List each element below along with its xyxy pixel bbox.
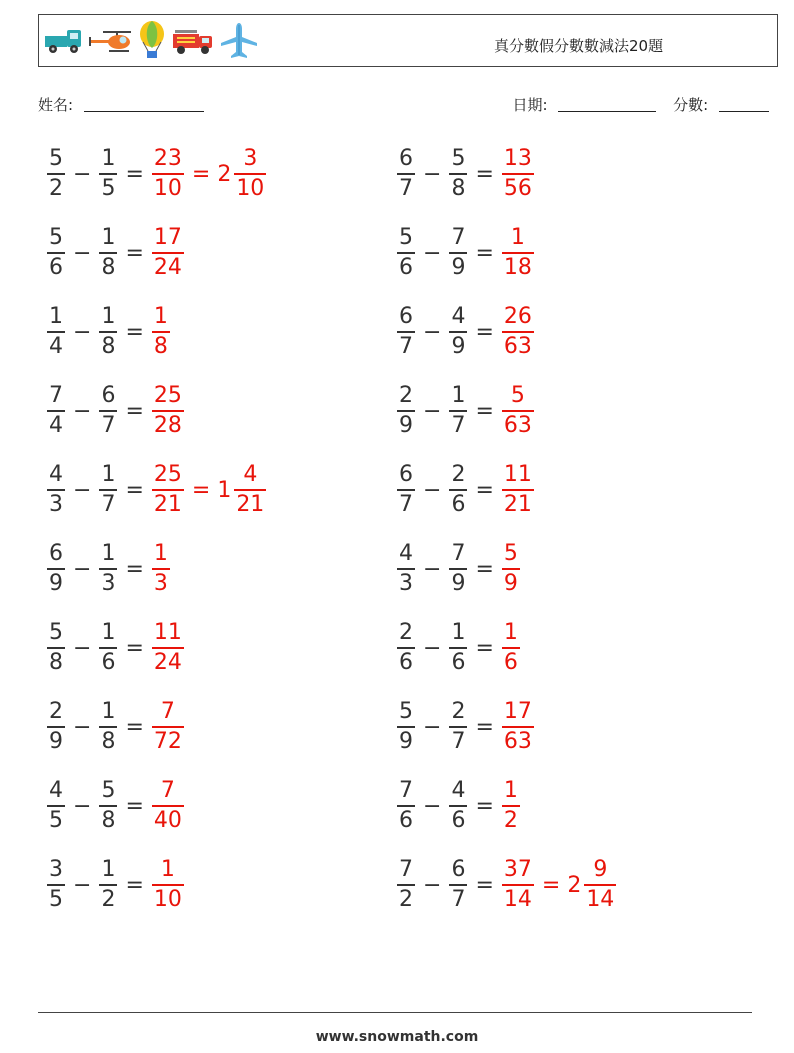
numerator: 11 — [153, 620, 182, 646]
minus-sign: − — [73, 793, 92, 819]
answer-fraction — [502, 385, 534, 437]
second-fraction — [99, 385, 117, 437]
denominator: 6 — [101, 649, 116, 675]
numerator: 1 — [101, 304, 116, 330]
denominator: 7 — [399, 491, 413, 517]
second-fraction — [449, 306, 467, 358]
numerator: 1 — [153, 304, 168, 330]
numerator: 4 — [451, 304, 466, 330]
denominator: 9 — [49, 570, 63, 596]
first-fraction — [47, 227, 65, 279]
answer-fraction — [152, 385, 184, 437]
answer — [499, 859, 619, 911]
minus-sign: − — [423, 319, 442, 345]
numerator: 7 — [451, 225, 466, 251]
second-fraction — [449, 464, 467, 516]
denominator: 7 — [451, 886, 466, 912]
denominator: 63 — [503, 728, 532, 754]
answer — [499, 543, 523, 595]
denominator: 6 — [451, 491, 466, 517]
denominator: 7 — [399, 175, 413, 201]
denominator: 9 — [49, 728, 63, 754]
denominator: 9 — [399, 728, 413, 754]
equals-sign: = — [475, 319, 494, 345]
denominator: 6 — [399, 807, 413, 833]
numerator: 13 — [503, 146, 532, 172]
denominator: 9 — [503, 570, 518, 596]
answer-fraction — [152, 148, 184, 200]
denominator: 8 — [49, 649, 63, 675]
denominator: 10 — [153, 175, 182, 201]
denominator: 6 — [49, 254, 63, 280]
problem-row — [44, 380, 187, 442]
second-fraction — [449, 622, 467, 674]
equals-sign: = — [475, 398, 494, 424]
numerator: 1 — [101, 225, 116, 251]
denominator: 2 — [101, 886, 116, 912]
equals-sign: = — [475, 635, 494, 661]
answer — [499, 227, 537, 279]
numerator: 4 — [451, 778, 466, 804]
answer — [499, 306, 537, 358]
mixed-whole: 2 — [217, 161, 232, 187]
denominator: 6 — [399, 649, 413, 675]
denominator: 4 — [49, 333, 63, 359]
second-fraction — [449, 385, 467, 437]
denominator: 9 — [451, 254, 466, 280]
header-icons — [43, 20, 259, 62]
second-fraction — [99, 701, 117, 753]
denominator: 3 — [153, 570, 168, 596]
problem-row — [394, 222, 537, 284]
numerator: 1 — [451, 620, 466, 646]
problem-row — [394, 854, 619, 916]
problem-row — [394, 143, 537, 205]
numerator: 5 — [399, 225, 413, 251]
denominator: 6 — [399, 254, 413, 280]
numerator: 1 — [101, 146, 116, 172]
problem-row — [44, 222, 187, 284]
equals-sign: = — [125, 398, 144, 424]
equals-sign: = — [125, 714, 144, 740]
answer-fraction — [152, 622, 184, 674]
minus-sign: − — [423, 714, 442, 740]
date-score-fields — [513, 94, 769, 115]
minus-sign: − — [423, 872, 442, 898]
second-fraction — [99, 148, 117, 200]
helicopter-icon — [89, 27, 133, 55]
denominator: 7 — [451, 412, 466, 438]
numerator: 11 — [503, 462, 532, 488]
numerator: 9 — [593, 857, 608, 883]
first-fraction — [397, 701, 415, 753]
first-fraction — [47, 464, 65, 516]
denominator: 2 — [399, 886, 413, 912]
numerator: 3 — [243, 146, 258, 172]
answer — [499, 385, 537, 437]
mixed-fraction — [584, 859, 616, 911]
numerator: 6 — [451, 857, 466, 883]
answer-fraction — [502, 701, 534, 753]
denominator: 63 — [503, 412, 532, 438]
denominator: 72 — [153, 728, 182, 754]
problem-row — [394, 696, 537, 758]
problem-row — [44, 696, 187, 758]
first-fraction — [397, 859, 415, 911]
denominator: 9 — [399, 412, 413, 438]
equals-sign: = — [125, 319, 144, 345]
denominator: 24 — [153, 649, 182, 675]
answer-fraction — [502, 227, 534, 279]
date-label: 日期: — [512, 96, 548, 114]
second-fraction — [99, 543, 117, 595]
problem-row — [394, 380, 537, 442]
denominator: 8 — [101, 254, 116, 280]
minus-sign: − — [423, 477, 442, 503]
denominator: 9 — [451, 570, 466, 596]
minus-sign: − — [423, 556, 442, 582]
numerator: 7 — [451, 541, 466, 567]
denominator: 8 — [451, 175, 466, 201]
answer-equals-sign: = — [191, 477, 211, 503]
numerator: 1 — [160, 857, 175, 883]
minus-sign: − — [73, 714, 92, 740]
numerator: 5 — [510, 383, 525, 409]
numerator: 1 — [101, 620, 116, 646]
name-label: 姓名: — [38, 96, 74, 114]
first-fraction — [397, 622, 415, 674]
second-fraction — [449, 543, 467, 595]
numerator: 17 — [503, 699, 532, 725]
denominator: 3 — [49, 491, 63, 517]
equals-sign: = — [475, 872, 494, 898]
first-fraction — [397, 306, 415, 358]
equals-sign: = — [125, 161, 144, 187]
second-fraction — [449, 859, 467, 911]
first-fraction — [47, 780, 65, 832]
answer-fraction — [502, 859, 534, 911]
denominator: 18 — [503, 254, 532, 280]
answer — [149, 780, 187, 832]
denominator: 9 — [451, 333, 466, 359]
minus-sign: − — [423, 635, 442, 661]
worksheet-header — [38, 14, 778, 67]
denominator: 5 — [49, 807, 63, 833]
denominator: 14 — [503, 886, 532, 912]
problem-row — [394, 617, 523, 679]
second-fraction — [449, 148, 467, 200]
numerator: 4 — [49, 778, 63, 804]
denominator: 7 — [399, 333, 413, 359]
answer-fraction — [502, 464, 534, 516]
first-fraction — [397, 543, 415, 595]
numerator: 25 — [153, 383, 182, 409]
first-fraction — [397, 148, 415, 200]
denominator: 8 — [101, 333, 116, 359]
numerator: 2 — [49, 699, 63, 725]
denominator: 7 — [451, 728, 466, 754]
answer-fraction — [152, 701, 184, 753]
numerator: 6 — [399, 462, 413, 488]
numerator: 17 — [153, 225, 182, 251]
answer-fraction — [502, 780, 520, 832]
first-fraction — [397, 464, 415, 516]
numerator: 1 — [451, 383, 466, 409]
problem-row — [394, 301, 537, 363]
answer — [499, 780, 523, 832]
problem-row — [44, 538, 173, 600]
numerator: 7 — [160, 778, 175, 804]
second-fraction — [99, 464, 117, 516]
numerator: 5 — [49, 225, 63, 251]
numerator: 1 — [510, 225, 525, 251]
mixed-whole: 2 — [567, 872, 582, 898]
numerator: 1 — [101, 541, 116, 567]
denominator: 10 — [236, 175, 265, 201]
first-fraction — [47, 148, 65, 200]
denominator: 5 — [101, 175, 116, 201]
answer — [149, 148, 269, 200]
answer — [499, 622, 523, 674]
footer-divider — [38, 1012, 752, 1013]
first-fraction — [397, 227, 415, 279]
numerator: 5 — [399, 699, 413, 725]
denominator: 6 — [503, 649, 518, 675]
numerator: 1 — [101, 857, 116, 883]
numerator: 3 — [49, 857, 63, 883]
airplane-icon — [219, 21, 259, 61]
minus-sign: − — [73, 161, 92, 187]
answer — [149, 543, 173, 595]
answer-equals-sign: = — [541, 872, 561, 898]
numerator: 4 — [399, 541, 413, 567]
numerator: 6 — [101, 383, 116, 409]
equals-sign: = — [475, 793, 494, 819]
answer — [149, 385, 187, 437]
first-fraction — [47, 543, 65, 595]
first-fraction — [397, 780, 415, 832]
problem-row — [44, 617, 187, 679]
denominator: 5 — [49, 886, 63, 912]
denominator: 8 — [101, 807, 116, 833]
answer — [499, 701, 537, 753]
equals-sign: = — [475, 477, 494, 503]
numerator: 2 — [399, 383, 413, 409]
score-blank[interactable] — [719, 97, 769, 112]
second-fraction — [99, 780, 117, 832]
answer-equals-sign: = — [191, 161, 211, 187]
denominator: 2 — [49, 175, 63, 201]
numerator: 7 — [399, 857, 413, 883]
mixed-fraction — [234, 148, 266, 200]
answer-fraction — [152, 227, 184, 279]
denominator: 6 — [451, 649, 466, 675]
minus-sign: − — [73, 477, 92, 503]
first-fraction — [397, 385, 415, 437]
numerator: 37 — [503, 857, 532, 883]
equals-sign: = — [125, 240, 144, 266]
fire-truck-icon — [171, 26, 215, 56]
answer — [499, 464, 537, 516]
minus-sign: − — [73, 319, 92, 345]
answer-fraction — [502, 306, 534, 358]
minus-sign: − — [73, 872, 92, 898]
minus-sign: − — [423, 793, 442, 819]
denominator: 6 — [451, 807, 466, 833]
minus-sign: − — [73, 398, 92, 424]
problem-row — [394, 538, 523, 600]
numerator: 1 — [49, 304, 63, 330]
problem-row — [44, 143, 269, 205]
minus-sign: − — [423, 398, 442, 424]
equals-sign: = — [475, 161, 494, 187]
numerator: 5 — [101, 778, 116, 804]
hot-air-balloon-icon — [137, 20, 167, 62]
equals-sign: = — [475, 240, 494, 266]
answer-fraction — [502, 543, 520, 595]
second-fraction — [99, 859, 117, 911]
numerator: 1 — [153, 541, 168, 567]
answer-fraction — [152, 859, 184, 911]
numerator: 5 — [49, 620, 63, 646]
minus-sign: − — [423, 240, 442, 266]
denominator: 14 — [586, 886, 615, 912]
worksheet-title: 真分數假分數數減法20題 — [494, 37, 664, 55]
first-fraction — [47, 859, 65, 911]
denominator: 8 — [101, 728, 116, 754]
equals-sign: = — [125, 556, 144, 582]
denominator: 4 — [49, 412, 63, 438]
first-fraction — [47, 306, 65, 358]
answer — [149, 622, 187, 674]
numerator: 7 — [399, 778, 413, 804]
numerator: 5 — [503, 541, 518, 567]
denominator: 10 — [153, 886, 182, 912]
denominator: 7 — [101, 412, 116, 438]
first-fraction — [47, 622, 65, 674]
footer-url: www.snowmath.com — [315, 1029, 479, 1045]
problem-row — [44, 854, 187, 916]
truck-icon — [43, 27, 85, 55]
problem-row — [44, 775, 187, 837]
answer — [149, 701, 187, 753]
numerator: 1 — [503, 778, 518, 804]
minus-sign: − — [423, 161, 442, 187]
equals-sign: = — [475, 556, 494, 582]
date-blank[interactable] — [558, 97, 656, 112]
minus-sign: − — [73, 240, 92, 266]
denominator: 40 — [153, 807, 182, 833]
mixed-whole: 1 — [217, 477, 232, 503]
numerator: 6 — [399, 304, 413, 330]
denominator: 21 — [236, 491, 265, 517]
mixed-fraction — [234, 464, 266, 516]
answer-fraction — [152, 543, 170, 595]
denominator: 24 — [153, 254, 182, 280]
numerator: 6 — [49, 541, 63, 567]
numerator: 2 — [451, 699, 466, 725]
first-fraction — [47, 701, 65, 753]
equals-sign: = — [125, 793, 144, 819]
second-fraction — [449, 227, 467, 279]
equals-sign: = — [125, 477, 144, 503]
answer-fraction — [152, 464, 184, 516]
numerator: 7 — [49, 383, 63, 409]
denominator: 8 — [153, 333, 168, 359]
numerator: 23 — [153, 146, 182, 172]
answer — [149, 227, 187, 279]
score-label: 分數: — [673, 96, 709, 114]
denominator: 21 — [153, 491, 182, 517]
problem-row — [44, 301, 173, 363]
numerator: 25 — [153, 462, 182, 488]
numerator: 1 — [101, 699, 116, 725]
problem-row — [44, 459, 269, 521]
denominator: 3 — [399, 570, 413, 596]
denominator: 3 — [101, 570, 116, 596]
answer-fraction — [502, 148, 534, 200]
numerator: 4 — [243, 462, 258, 488]
equals-sign: = — [125, 635, 144, 661]
numerator: 2 — [451, 462, 466, 488]
problem-row — [394, 459, 537, 521]
second-fraction — [449, 780, 467, 832]
equals-sign: = — [475, 714, 494, 740]
denominator: 2 — [503, 807, 518, 833]
denominator: 7 — [101, 491, 116, 517]
problem-row — [394, 775, 523, 837]
denominator: 63 — [503, 333, 532, 359]
equals-sign: = — [125, 872, 144, 898]
numerator: 1 — [101, 462, 116, 488]
answer — [499, 148, 537, 200]
second-fraction — [449, 701, 467, 753]
name-blank[interactable] — [84, 97, 204, 112]
answer — [149, 464, 269, 516]
numerator: 6 — [399, 146, 413, 172]
second-fraction — [99, 622, 117, 674]
first-fraction — [47, 385, 65, 437]
answer — [149, 859, 187, 911]
denominator: 56 — [503, 175, 532, 201]
second-fraction — [99, 227, 117, 279]
numerator: 7 — [160, 699, 175, 725]
numerator: 5 — [451, 146, 466, 172]
answer-fraction — [152, 306, 170, 358]
numerator: 5 — [49, 146, 63, 172]
second-fraction — [99, 306, 117, 358]
minus-sign: − — [73, 635, 92, 661]
numerator: 2 — [399, 620, 413, 646]
name-field — [38, 94, 204, 115]
minus-sign: − — [73, 556, 92, 582]
denominator: 28 — [153, 412, 182, 438]
denominator: 21 — [503, 491, 532, 517]
answer — [149, 306, 173, 358]
numerator: 1 — [503, 620, 518, 646]
answer-fraction — [502, 622, 520, 674]
answer-fraction — [152, 780, 184, 832]
numerator: 26 — [503, 304, 532, 330]
numerator: 4 — [49, 462, 63, 488]
